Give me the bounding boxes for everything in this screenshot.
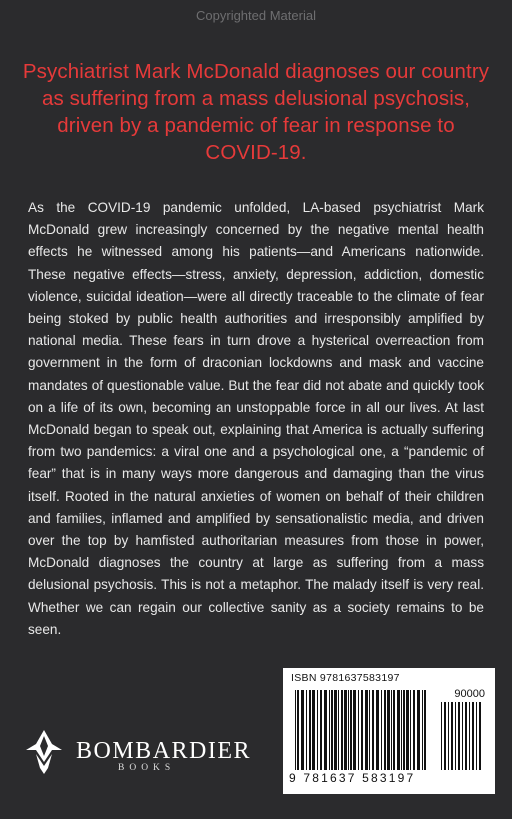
price-code: 90000 xyxy=(454,688,485,700)
book-description: As the COVID-19 pandemic unfolded, LA-based psychiatrist Mark McDonald grew increasingly concerned by the negative mental health effects he witnessed among his patients—and Americans nationwide. These negative effects—stress, anxiety, depression, addiction, domestic violence, suicidal ideation—were all directly traceable to the climate of fear being stoked by public health authorities and irresponsibly amplified by national media. These fears in turn drove a hysterical overreaction from government in the form of draconian lockdowns and mask and vaccine mandates of questionable value. But the fear did not abate and quickly took on a life of its own, becoming an unstoppable force in all our lives. At last McDonald began to speak out, explaining that America is actually suffering from two pandemics: a viral one and a psychological one, a “pandemic of fear” that is in many ways more dangerous and damaging than the virus itself. Rooted in the natural anxieties of women on behalf of their children and families, inflamed and amplified by sensationalistic media, and driven over the top by hamfisted authoritarian measures from those in power, McDonald diagnoses the country at large as suffering from a mass delusional psychosis. This is not a metaphor. The malady itself is very real. Whether we can regain our collective sanity as a society remains to be seen. xyxy=(28,200,484,637)
publisher-name: BOMBARDIER xyxy=(76,738,252,764)
copyright-watermark: Copyrighted Material xyxy=(196,8,316,23)
headline: Psychiatrist Mark McDonald diagnoses our country as suffering from a mass delusional psychosis, driven by a pandemic of fear in response to COVID-19. xyxy=(22,60,490,164)
bombardier-logo-icon xyxy=(22,728,66,776)
price-barcode xyxy=(441,702,485,770)
isbn-barcode xyxy=(295,690,429,770)
publisher-subtitle: BOOKS xyxy=(118,763,176,773)
barcode-panel xyxy=(283,668,495,794)
barcode-digits: 9 781637 583197 xyxy=(289,771,416,785)
isbn-label: ISBN 9781637583197 xyxy=(291,672,400,684)
